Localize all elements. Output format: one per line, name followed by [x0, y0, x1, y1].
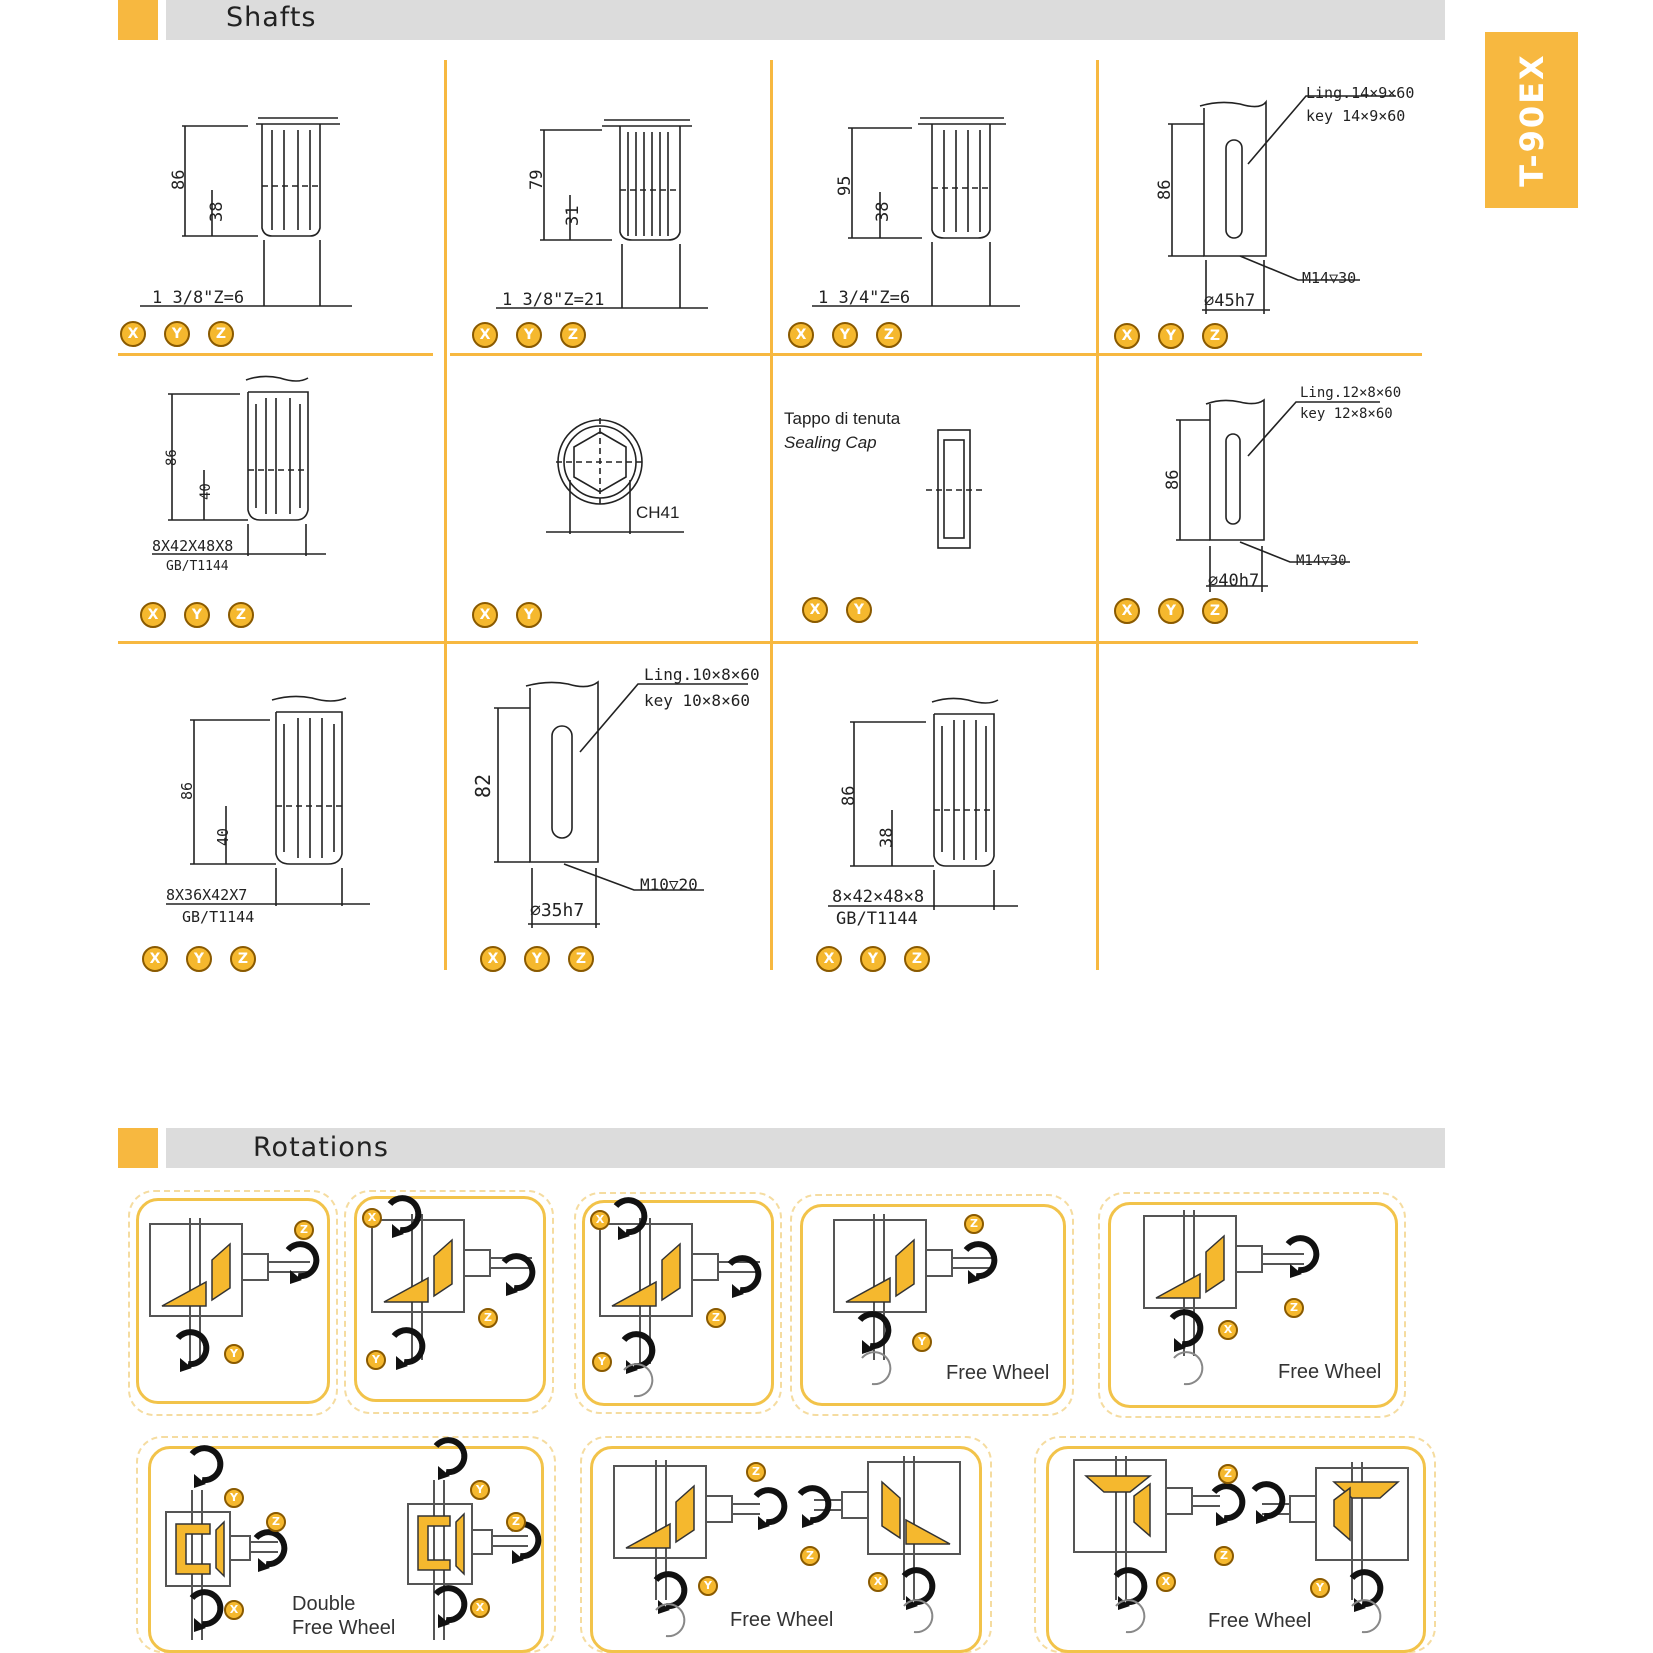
axis-x-badge: X	[816, 946, 842, 972]
axis-z-badge: Z	[228, 602, 254, 628]
axis-x-badge: X	[142, 946, 168, 972]
axis-z-badge: Z	[230, 946, 256, 972]
free-rotation-arrow-icon	[862, 1352, 890, 1384]
axis-z-badge: Z	[1218, 1464, 1238, 1484]
axis-x-badge: X	[868, 1572, 888, 1592]
standard-spec: GB/T1144	[182, 908, 255, 926]
rotation-arrow-icon	[1288, 1238, 1316, 1278]
ling-spec: Ling.10×8×60	[644, 665, 760, 684]
axis-z-badge: Z	[568, 946, 594, 972]
axis-x-badge: X	[1114, 323, 1140, 349]
axis-x-badge: X	[140, 602, 166, 628]
axis-z-badge: Z	[208, 321, 234, 347]
free-wheel-label: Free Wheel	[730, 1609, 834, 1631]
axis-x-badge: X	[1114, 598, 1140, 624]
dim-total: 86	[839, 785, 859, 806]
axis-z-badge: Z	[560, 322, 586, 348]
axis-y-badge: Y	[846, 597, 872, 623]
rotations-title: Rotations	[253, 1132, 389, 1163]
free-wheel-label: Free Wheel	[1278, 1361, 1382, 1383]
rotation-arrow-icon	[192, 1592, 220, 1632]
axis-x-badge: X	[362, 1208, 382, 1228]
dim-mid: 38	[877, 827, 897, 848]
cap-label-en: Sealing Cap	[784, 433, 877, 452]
axis-y-badge: Y	[698, 1576, 718, 1596]
spline-spec: 1 3/8"Z=21	[502, 290, 605, 310]
spline-spec: 1 3/8"Z=6	[152, 288, 245, 308]
shafts-title: Shafts	[226, 2, 317, 33]
axis-x-badge: X	[480, 946, 506, 972]
dim-total: 79	[527, 169, 547, 190]
standard-spec: GB/T1144	[836, 909, 918, 929]
axis-x-badge: X	[224, 1600, 244, 1620]
free-wheel-label: Free Wheel	[946, 1362, 1050, 1384]
axis-x-badge: X	[802, 597, 828, 623]
rotation-arrow-icon	[394, 1330, 422, 1370]
dim-total: 95	[835, 175, 855, 196]
axis-z-badge: Z	[904, 946, 930, 972]
dim-total: 86	[164, 449, 180, 466]
ling-spec: Ling.14×9×60	[1306, 84, 1415, 102]
axis-y-badge: Y	[832, 322, 858, 348]
dim-total: 86	[178, 781, 196, 800]
dim-mid: 31	[563, 205, 583, 226]
axis-y-badge: Y	[592, 1352, 612, 1372]
spline-spec: 8X36X42X7	[166, 886, 248, 904]
hex-spec: CH41	[636, 503, 680, 522]
key-spec: key 12×8×60	[1300, 406, 1393, 422]
key-spec: key 14×9×60	[1306, 107, 1406, 125]
axis-y-badge: Y	[224, 1488, 244, 1508]
axis-y-badge: Y	[516, 602, 542, 628]
dim-mid: 40	[214, 827, 232, 846]
axis-x-badge: X	[1218, 1320, 1238, 1340]
axis-z-badge: Z	[1202, 598, 1228, 624]
axis-y-badge: Y	[860, 946, 886, 972]
model-tab-label: T-90EX	[1512, 53, 1551, 187]
axis-y-badge: Y	[164, 321, 190, 347]
axis-z-badge: Z	[1202, 323, 1228, 349]
dim-mid: 40	[198, 483, 214, 500]
double-label: Double	[292, 1593, 356, 1615]
gearbox-diagram	[150, 1218, 310, 1364]
axis-x-badge: X	[788, 322, 814, 348]
axis-y-badge: Y	[1158, 323, 1184, 349]
axis-y-badge: Y	[184, 602, 210, 628]
axis-z-badge: Z	[506, 1512, 526, 1532]
free-rotation-arrow-icon	[1174, 1352, 1202, 1384]
axis-x-badge: X	[1156, 1572, 1176, 1592]
rotation-arrow-icon	[800, 1488, 828, 1528]
axis-y-badge: Y	[1310, 1578, 1330, 1598]
diameter-spec: ⌀45h7	[1204, 291, 1256, 311]
diameter-spec: ⌀40h7	[1208, 571, 1260, 591]
rotation-arrow-icon	[730, 1258, 758, 1298]
spline-spec: 8×42×48×8	[832, 887, 925, 907]
axis-x-badge: X	[472, 602, 498, 628]
rotation-arrow-icon	[436, 1440, 464, 1480]
axis-y-badge: Y	[524, 946, 550, 972]
axis-x-badge: X	[472, 322, 498, 348]
axis-z-badge: Z	[706, 1308, 726, 1328]
axis-x-badge: X	[470, 1598, 490, 1618]
cap-label-it: Tappo di tenuta	[784, 409, 901, 428]
rotation-arrow-icon	[178, 1332, 206, 1372]
axis-z-badge: Z	[746, 1462, 766, 1482]
key-spec: key 10×8×60	[644, 691, 750, 710]
axis-z-badge: Z	[1284, 1298, 1304, 1318]
spline-spec: 1 3/4"Z=6	[818, 288, 911, 308]
rotation-arrow-icon	[966, 1244, 994, 1284]
double-free-wheel-label: Free Wheel	[292, 1617, 396, 1639]
thread-spec: M14▽30	[1302, 269, 1357, 287]
axis-y-badge: Y	[224, 1344, 244, 1364]
axis-z-badge: Z	[876, 322, 902, 348]
axis-y-badge: Y	[366, 1350, 386, 1370]
thread-spec: M10▽20	[640, 875, 698, 894]
thread-spec: M14▽30	[1296, 553, 1347, 569]
spline-spec: 8X42X48X8	[152, 537, 234, 555]
dim-mid: 38	[873, 201, 893, 222]
rotation-arrow-icon	[436, 1588, 464, 1628]
axis-y-badge: Y	[470, 1480, 490, 1500]
axis-z-badge: Z	[478, 1308, 498, 1328]
rotation-arrow-icon	[1172, 1312, 1200, 1352]
axis-x-badge: X	[120, 321, 146, 347]
free-wheel-label: Free Wheel	[1208, 1610, 1312, 1632]
rotation-arrow-icon	[390, 1198, 418, 1238]
axis-z-badge: Z	[964, 1214, 984, 1234]
dim-total: 86	[169, 169, 189, 190]
axis-x-badge: X	[590, 1210, 610, 1230]
rotation-arrow-icon	[756, 1490, 784, 1530]
ling-spec: Ling.12×8×60	[1300, 385, 1402, 401]
axis-z-badge: Z	[800, 1546, 820, 1566]
dim-total: 82	[471, 773, 495, 798]
rotation-arrow-icon	[504, 1256, 532, 1296]
dim-total: 86	[1155, 179, 1175, 200]
axis-y-badge: Y	[516, 322, 542, 348]
dim-mid: 38	[207, 201, 227, 222]
axis-y-badge: Y	[912, 1332, 932, 1352]
rotation-arrow-icon	[288, 1244, 316, 1284]
axis-y-badge: Y	[186, 946, 212, 972]
diameter-spec: ⌀35h7	[530, 900, 585, 921]
axis-y-badge: Y	[1158, 598, 1184, 624]
axis-z-badge: Z	[294, 1220, 314, 1240]
standard-spec: GB/T1144	[166, 559, 229, 574]
axis-z-badge: Z	[1214, 1546, 1234, 1566]
axis-z-badge: Z	[266, 1512, 286, 1532]
rotation-arrow-icon	[192, 1448, 220, 1488]
dim-total: 86	[1163, 469, 1183, 490]
